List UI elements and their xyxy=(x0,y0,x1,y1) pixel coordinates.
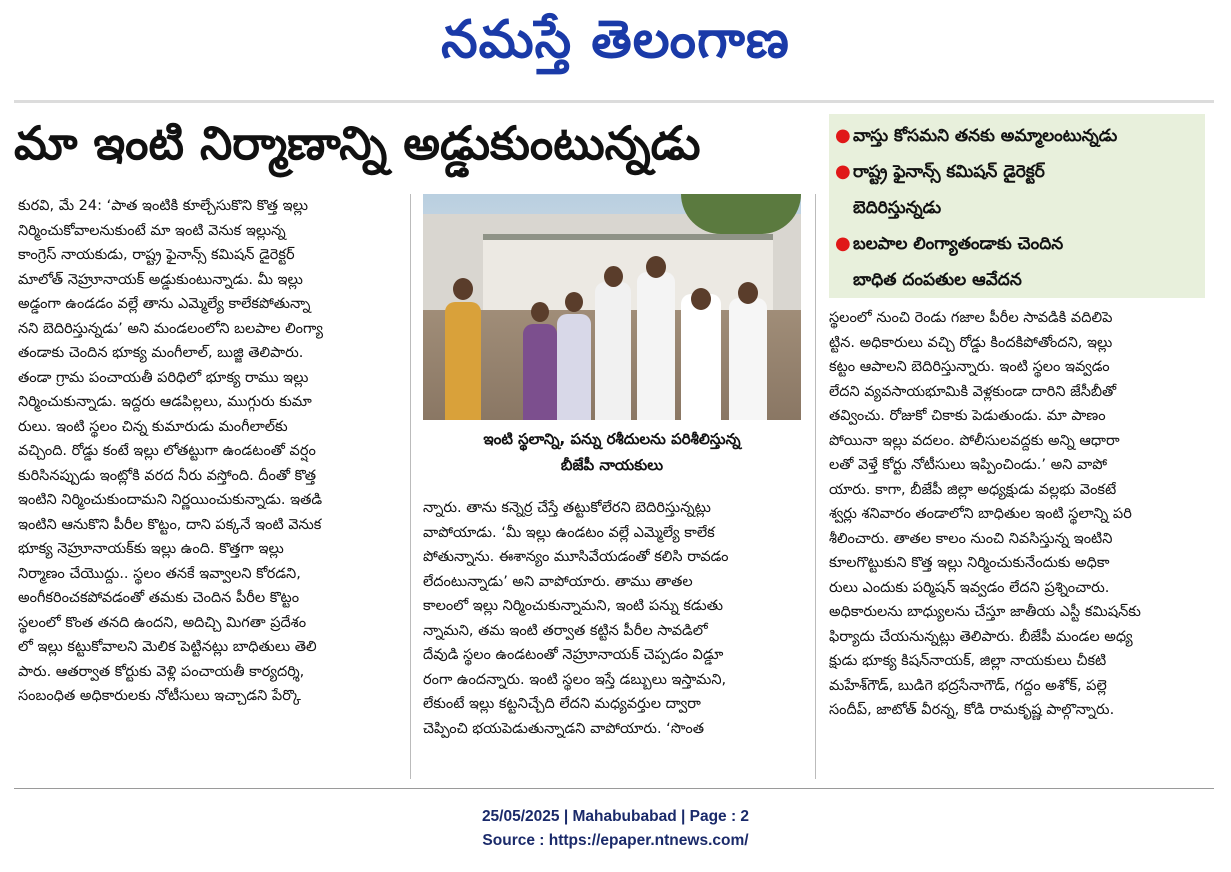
photo-person xyxy=(681,294,721,420)
photo-person-head xyxy=(565,292,583,312)
article-line: నిర్మించుకున్నాడు. ఇద్దరు ఆడపిల్లలు, ముగ్గురు కుమా xyxy=(18,394,312,410)
bullet-icon: ● xyxy=(835,125,851,146)
article-line: వాపోయాడు. ‘మీ ఇల్లు ఉండటం వల్లే ఎమ్మెల్యే కాలేక xyxy=(423,524,715,541)
subhead-2-line-2: బెదిరిస్తున్నడు xyxy=(853,198,942,218)
article-line: రులు. ఇంటి స్థలం చిన్న కుమారుడు మంగీలాల్‌కు xyxy=(18,418,288,435)
photo-person-head xyxy=(646,256,666,278)
article-line: ఇంటిని ఆనుకొని పీరీల కొట్టం, దాని పక్కనే ఇంటి వెనుక xyxy=(18,516,322,533)
photo-person-head xyxy=(691,288,711,310)
article-line: తండా గ్రామ పంచాయతీ పరిధిలో భూక్య రాము ఇల్లు xyxy=(18,369,309,386)
photo-person xyxy=(557,314,591,420)
article-line: నిర్మాణం చేయొద్దు.. స్థలం తనకే ఇవ్వాలని కోరడని, xyxy=(18,565,301,582)
subhead-1-line-1: వాస్తు కోసమని తనకు అమ్మాలంటున్నడు xyxy=(853,126,1118,146)
article-line: నని బెదిరిస్తున్నడు’ అని మండలంలోని బలపాల లింగ్యా xyxy=(18,320,323,337)
article-line: పోయినా ఇల్లు వదలం. పోలీసులవద్దకు అన్ని ఆధారా xyxy=(829,432,1120,449)
article-line: మహేశ్‌గౌడ్, బుడిగె భద్రసేనాగౌడ్, గద్దం అశోక్, పల్లె xyxy=(829,677,1107,694)
article-line: తండాకు చెందిన భూక్య మంగీలాల్, బుజ్జి తెలిపారు. xyxy=(18,345,304,361)
article-line: లతో వెళ్తే కోర్టు నోటీసులు ఇప్పించిండు.’ అని వాపో xyxy=(829,457,1107,473)
column-divider xyxy=(410,194,411,779)
article-line: లేకుంటే ఇల్లు కట్టనిచ్చేది లేదని మధ్యవర్తుల ద్వారా xyxy=(423,696,701,712)
news-photo xyxy=(423,194,801,420)
article-line: పారు. ఆతర్వాత కోర్టుకు వెళ్లి పంచాయతీ కార్యదర్శి, xyxy=(18,663,305,680)
subhead-2 xyxy=(835,154,1199,190)
article-line: వచ్చింది. రోడ్డు కంటే ఇల్లు లోతట్టుగా ఉండటంతో వర్షం xyxy=(18,443,316,459)
photo-person-head xyxy=(453,278,473,300)
article-line: లేదని వ్యవసాయభూమికి వెళ్లకుండా దారిని జేసీబీతో xyxy=(829,383,1117,400)
subhead-3-line-1: బలపాల లింగ్యాతండాకు చెందిన xyxy=(853,234,1064,254)
photo-caption xyxy=(423,426,801,478)
photo-person xyxy=(729,298,767,420)
article-line: న్నామని, తమ ఇంటి తర్వాత కట్టిన పీరీల సావడిలో xyxy=(423,622,708,639)
photo-person-head xyxy=(531,302,549,322)
article-line: నిర్మించుకోవాలనుకుంటే మా ఇంటి వెనుక ఇల్లున్న xyxy=(18,222,286,239)
masthead-divider xyxy=(14,100,1214,103)
subhead-3 xyxy=(835,226,1199,262)
headline: మా ఇంటి నిర్మాణాన్ని అడ్డుకుంటున్నడు xyxy=(14,116,701,170)
footer-divider xyxy=(14,788,1214,789)
subhead-3-line-2: బాధిత దంపతుల ఆవేదన xyxy=(853,270,1022,290)
masthead-logo: నమస్తే తెలంగాణ xyxy=(441,10,790,70)
article-line: తవ్వించు. రోజుకో చికాకు పెడుతుండు. మా పాణం xyxy=(829,408,1106,424)
photo-person xyxy=(523,324,557,420)
article-line: లో ఇల్లు కట్టుకోవాలని మెలిక పెట్టినట్లు బాధితులు తెలి xyxy=(18,639,317,655)
article-line: భూక్య నెహ్రూనాయక్‌కు ఇల్లు ఉంది. కొత్తగా ఇల్లు xyxy=(18,541,284,557)
article-column-3 xyxy=(829,306,1207,723)
article-line: సంబంధిత అధికారులకు నోటీసులు ఇచ్చాడని పేర్కొ xyxy=(18,688,301,704)
subhead-2-line-1: రాష్ట్ర ఫైనాన్స్ కమిషన్ డైరెక్టర్ xyxy=(853,162,1045,182)
article-line: పోతున్నాను. ఈశాన్యం మూసివేయడంతో కలిసి రావడం xyxy=(423,549,729,565)
article-column-1 xyxy=(18,194,396,709)
photo-person-head xyxy=(738,282,758,304)
subhead-1 xyxy=(835,118,1199,154)
article-line: రంగా ఉందన్నారు. ఇంటి స్థలం ఇస్తే డబ్బులు ఇస్తామని, xyxy=(423,671,727,688)
article-line: స్థలంలో నుంచి రెండు గజాల పీరీల సావడికి వదిలిపె xyxy=(829,310,1113,326)
article-line: స్థలంలో కొంత తనది ఉందని, అదిచ్చి మిగతా ప్రదేశం xyxy=(18,614,307,631)
article-line: న్నారు. తాను కన్నెర్ర చేస్తే తట్టుకోలేరని బెదిరిస్తున్నట్లు xyxy=(423,500,711,516)
article-line: కురవి, మే 24: ‘పాత ఇంటికి కూల్చేసుకొని కొత్త ఇల్లు xyxy=(18,198,308,214)
article-line: చెప్పించి భయపెడుతున్నాడని వాపోయారు. ‘సొంత xyxy=(423,720,704,737)
subheads-box xyxy=(829,114,1205,298)
footer-source-link[interactable]: Source : https://epaper.ntnews.com/ xyxy=(482,832,749,849)
photo-caption-line-2: బీజేపీ నాయకులు xyxy=(560,456,664,474)
article-line: రులు ఎందుకు పర్మిషన్ ఇవ్వడం లేదని ప్రశ్నించారు. xyxy=(829,579,1110,596)
photo-person xyxy=(595,282,631,420)
article-line: క్షుడు భూక్య కిషన్‌నాయక్, జిల్లా నాయకులు చీకటి xyxy=(829,653,1107,669)
photo-caption-line-1: ఇంటి స్థలాన్ని, పన్ను రశీదులను పరిశీలిస్తున్న xyxy=(483,430,741,448)
bullet-icon: ● xyxy=(835,233,851,254)
article-line: శీలించారు. తాతల కాలం నుంచి నివసిస్తున్న ఇంటిని xyxy=(829,530,1113,547)
column-divider xyxy=(815,194,816,779)
article-line: ఫిర్యాదు చేయనున్నట్లు తెలిపారు. బీజేపీ మండల అధ్య xyxy=(829,628,1133,645)
article-line: సందీప్, జాటోత్ వీరన్న, కోడి రామకృష్ణ పాల్గొన్నారు. xyxy=(829,702,1115,718)
article-line: అంగీకరించకపోవడంతో తమకు చెందిన పీరీల కొట్టం xyxy=(18,590,300,606)
article-line: కాలంలో ఇల్లు నిర్మించుకున్నామని, ఇంటి పన్ను కడుతు xyxy=(423,598,723,614)
article-line: కూలగొట్టుకుని కొత్త ఇల్లు నిర్మించుకునేందుకు అధికా xyxy=(829,555,1110,571)
article-line: ఇంటిని నిర్మించుకుందామని నిర్ణయించుకున్నాడు. ఇతడి xyxy=(18,492,323,508)
article-line: కట్టం ఆపాలని బెదిరిస్తున్నారు. ఇంటి స్థలం ఇవ్వడం xyxy=(829,359,1110,375)
article-line: కురిసినప్పుడు ఇంట్లోకి వరద నీరు వస్తోంది. దీంతో కొత్త xyxy=(18,467,316,484)
article-line: అధికారులను బాధ్యులను చేస్తూ జాతీయ ఎస్టీ కమిషన్‌కు xyxy=(829,604,1141,620)
photo-person xyxy=(445,302,481,420)
article-line: లేదంటున్నాడు’ అని వాపోయారు. తాము తాతల xyxy=(423,573,693,590)
article-line: మాలోత్ నెహ్రూనాయక్ అడ్డుకుంటున్నాడు. మీ ఇల్లు xyxy=(18,271,303,288)
photo-person-head xyxy=(604,266,623,287)
article-line: శ్వర్లు శనివారం తండాలోని బాధితుల ఇంటి స్థలాన్ని పరి xyxy=(829,506,1132,522)
bullet-icon: ● xyxy=(835,161,851,182)
article-column-2 xyxy=(423,496,805,741)
article-line: యారు. కాగా, బీజేపీ జిల్లా అధ్యక్షుడు వల్లభు వెంకటే xyxy=(829,481,1117,498)
article-line: అడ్డంగా ఉండడం వల్లే తాను ఎమ్మెల్యే కాలేకపోతున్నా xyxy=(18,296,311,312)
article-line: కాంగ్రెస్ నాయకుడు, రాష్ట్ర ఫైనాన్స్ కమిషన్ డైరెక్టర్ xyxy=(18,247,295,263)
article-line: ట్టిన. అధికారులు వచ్చి రోడ్డు కిందకిపోతోందని, ఇల్లు xyxy=(829,334,1113,351)
article-line: దేవుడి స్థలం ఉండటంతో నెహ్రూనాయక్ చెప్పడం విడ్డూ xyxy=(423,647,724,663)
photo-person xyxy=(637,272,675,420)
footer-date-edition: 25/05/2025 | Mahabubabad | Page : 2 xyxy=(481,808,750,825)
